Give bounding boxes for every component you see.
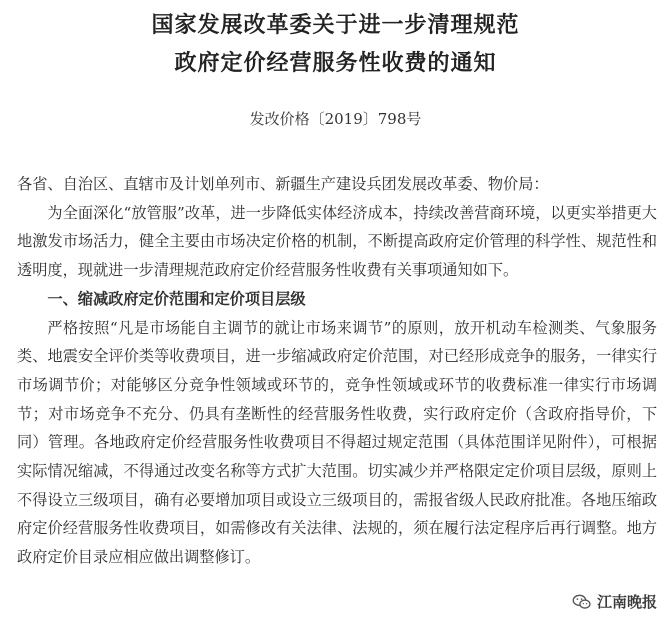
addressee: 各省、自治区、直辖市及计划单列市、新疆生产建设兵团发展改革委、物价局：: [17, 175, 549, 193]
intro-paragraph: 为全面深化“放管服”改革，进一步降低实体经济成本，持续改善营商环境，以更实举措更大地激发市场活力，健全主要由市场决定价格的机制，不断提高政府定价管理的科学性、规范性和透明度，现就进一步清理规范政府定价经营服务性收费有关事项通知如下。: [17, 203, 657, 280]
section-body-paragraph: 严格按照“凡是市场能自主调节的就让市场来调节”的原则，放开机动车检测类、气象服务类、地震安全评价类等收费项目，进一步缩减政府定价范围，对已经形成竞争的服务，一律实行市场调节价；对能够区分竞争性领域或环节的，竞争性领域或环节的收费标准一律实行市场调节；对市场竞争不充分、仍具有垄断性的经营服务性收费，实行政府定价（含政府指导价，下同）管理。各地政府定价经营服务性收费项目不得超过规定范围（具体范围详见附件），可根据实际情况缩减，不得通过改变名称等方式扩大范围。切实减少并严格限定定价项目层级，原则上不得设立三级项目，确有必要增加项目或设立三级项目的，需报省级人民政府批准。各地压缩政府定价经营服务性收费项目，如需修改有关法律、法规的，须在履行法定程序后再行调整。地方政府定价目录应相应做出调整修订。: [17, 318, 657, 567]
document-body: [17, 170, 657, 572]
wechat-icon: [572, 592, 592, 612]
document-title-line1: 国家发展改革委关于进一步清理规范: [151, 12, 520, 38]
document-title-line2: 政府定价经营服务性收费的通知: [174, 50, 497, 76]
source-watermark: [568, 589, 661, 614]
document-number: 发改价格〔2019〕798号: [249, 110, 422, 128]
section-heading: 一、缩减政府定价范围和定价项目层级: [47, 289, 306, 308]
watermark-text: 江南晚报: [596, 593, 657, 611]
